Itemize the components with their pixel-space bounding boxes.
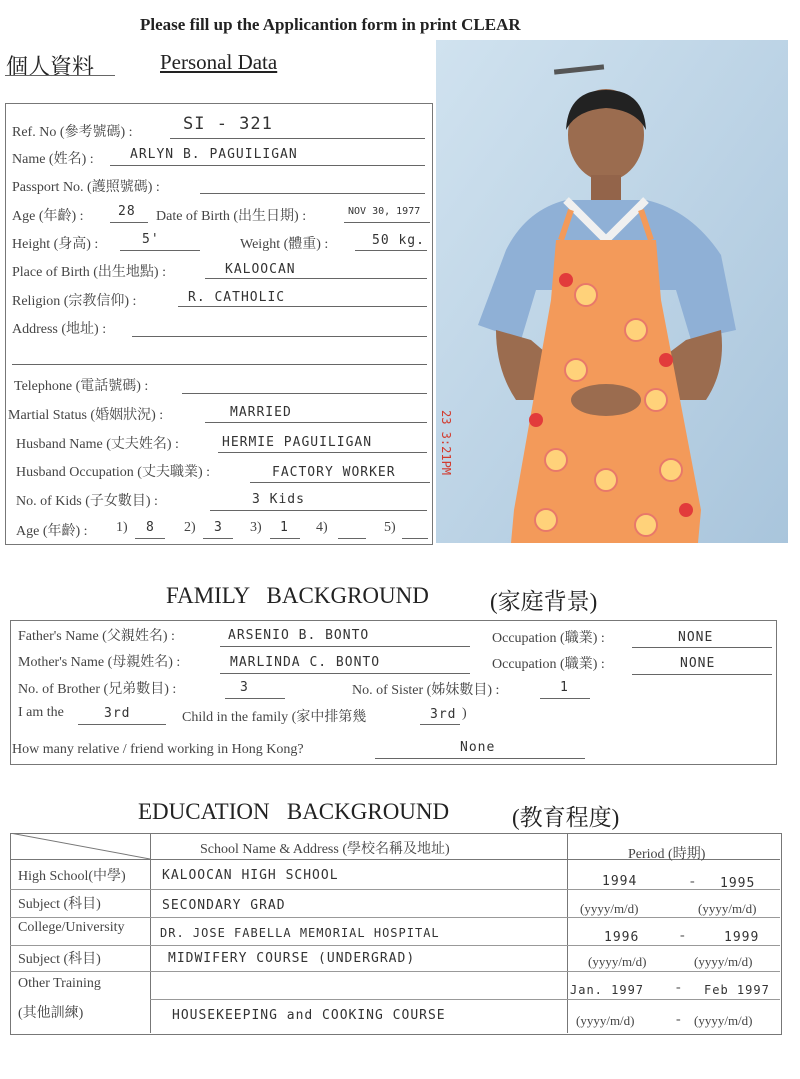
weight-line <box>355 250 427 251</box>
kids-age-label: Age (年齡) : <box>16 524 88 539</box>
edu-row-value: SECONDARY GRAD <box>162 898 286 913</box>
telephone-line <box>182 393 427 394</box>
edu-row-period-start: 1996 <box>604 930 640 945</box>
child-value: 3rd <box>430 707 457 722</box>
marital-label: Martial Status (婚姻狀況) : <box>8 408 164 423</box>
kids-age-2-num: 2) <box>184 520 196 535</box>
kids-label: No. of Kids (子女數目) : <box>16 494 158 509</box>
name-line <box>110 165 425 166</box>
other-training-label: Other Training <box>18 976 101 991</box>
father-line <box>220 646 470 647</box>
pob-line <box>205 278 427 279</box>
religion-value: R. CATHOLIC <box>188 290 286 305</box>
edu-row-value: KALOOCAN HIGH SCHOOL <box>162 868 339 883</box>
edu-rule-3 <box>10 917 780 918</box>
edu-row-label: High School(中學) <box>18 869 126 884</box>
edu-row-period-end: (yyyy/m/d) <box>694 954 753 969</box>
marital-line <box>205 422 427 423</box>
personal-title-en: Personal Data <box>160 50 278 74</box>
husband-label: Husband Name (丈夫姓名) : <box>16 437 179 452</box>
edu-row-period-start: (yyyy/m/d) <box>580 901 639 916</box>
edu-row-period-dash: - <box>690 874 695 889</box>
child-close: ) <box>462 706 467 721</box>
mother-label: Mother's Name (母親姓名) : <box>18 655 181 670</box>
kids-age-3-value: 1 <box>280 520 289 535</box>
edu-divider-left <box>150 833 151 1033</box>
other-training-dash: - <box>676 980 681 995</box>
edu-rule-5 <box>10 971 780 972</box>
family-title: FAMILY BACKGROUND <box>166 583 429 608</box>
edu-row-label: Subject (科目) <box>18 952 101 967</box>
edu-row-period-dash: - <box>680 928 685 943</box>
kids-age-1-value: 8 <box>146 520 155 535</box>
other-training-rule <box>150 999 780 1000</box>
brother-label: No. of Brother (兄弟數目) : <box>18 682 177 697</box>
edu-row-period-start: (yyyy/m/d) <box>588 954 647 969</box>
edu-row-period-end: 1999 <box>724 930 760 945</box>
personal-title-underline <box>5 75 115 76</box>
mother-occ-value: NONE <box>680 656 716 671</box>
mother-occ-label: Occupation (職業) : <box>492 657 605 672</box>
height-value: 5' <box>142 232 160 247</box>
dob-value: NOV 30, 1977 <box>348 206 421 217</box>
name-value: ARLYN B. PAGUILIGAN <box>130 147 298 162</box>
husband-occ-label: Husband Occupation (丈夫職業) : <box>16 465 211 480</box>
edu-divider-right <box>567 833 568 1033</box>
kids-age-1-num: 1) <box>116 520 128 535</box>
telephone-label: Telephone (電話號碼) : <box>14 379 149 394</box>
photo-date-stamp: 23 3:21PM <box>439 410 453 476</box>
form-title: Please fill up the Applicantion form in print CLEAR <box>140 15 521 34</box>
address-line-2 <box>12 364 427 365</box>
other-training-value: HOUSEKEEPING and COOKING COURSE <box>172 1008 446 1023</box>
passport-line <box>200 193 425 194</box>
other-training-format-start: (yyyy/m/d) <box>576 1013 635 1028</box>
husband-value: HERMIE PAGUILIGAN <box>222 435 373 450</box>
edu-row-label: Subject (科目) <box>18 897 101 912</box>
religion-label: Religion (宗教信仰) : <box>12 294 137 309</box>
applicant-photo-illustration <box>436 40 788 543</box>
pob-value: KALOOCAN <box>225 262 296 277</box>
father-value: ARSENIO B. BONTO <box>228 628 370 643</box>
edu-row-period-end: 1995 <box>720 876 756 891</box>
brother-value: 3 <box>240 680 249 695</box>
ref-line <box>170 138 425 139</box>
kids-age-3-line <box>270 538 300 539</box>
husband-line <box>218 452 427 453</box>
kids-age-4-line <box>338 538 366 539</box>
dob-line <box>344 222 430 223</box>
weight-value: 50 kg. <box>372 233 425 248</box>
mother-occ-line <box>632 674 772 675</box>
kids-age-4-num: 4) <box>316 520 328 535</box>
height-line <box>120 250 200 251</box>
address-label: Address (地址) : <box>12 322 107 337</box>
edu-row-value: DR. JOSE FABELLA MEMORIAL HOSPITAL <box>160 926 440 940</box>
name-label: Name (姓名) : <box>12 152 94 167</box>
sister-value: 1 <box>560 680 569 695</box>
edu-corner-diagonal <box>10 833 150 859</box>
iam-label: I am the <box>18 705 64 720</box>
father-occ-line <box>632 647 772 648</box>
weight-label: Weight (體重) : <box>240 237 329 252</box>
edu-col-period: Period (時期) <box>628 847 706 862</box>
edu-col-school: School Name & Address (學校名稱及地址) <box>200 842 450 857</box>
age-line <box>110 222 148 223</box>
child-label: Child in the family (家中排第幾 <box>182 710 367 725</box>
edu-row-label: College/University <box>18 920 125 935</box>
other-training-period-end: Feb 1997 <box>704 983 770 997</box>
family-title-cn: (家庭背景) <box>490 589 598 614</box>
father-occ-label: Occupation (職業) : <box>492 631 605 646</box>
child-line <box>420 724 460 725</box>
kids-age-3-num: 3) <box>250 520 262 535</box>
husband-occ-line <box>250 482 430 483</box>
edu-row-value: MIDWIFERY COURSE (UNDERGRAD) <box>168 951 416 966</box>
education-title: EDUCATION BACKGROUND <box>138 799 450 824</box>
iam-value: 3rd <box>104 706 131 721</box>
personal-title-cn: 個人資料 <box>6 54 95 79</box>
father-occ-value: NONE <box>678 630 714 645</box>
applicant-photo <box>436 40 788 543</box>
brother-line <box>225 698 285 699</box>
relative-label: How many relative / friend working in Hong Kong? <box>12 742 304 757</box>
other-training-period-start: Jan. 1997 <box>570 983 645 997</box>
education-title-cn: (教育程度) <box>512 805 620 830</box>
iam-line <box>78 724 166 725</box>
edu-row-period-end: (yyyy/m/d) <box>698 901 757 916</box>
religion-line <box>178 306 427 307</box>
address-line-1 <box>132 336 427 337</box>
other-training-label-cn: (其他訓練) <box>18 1006 84 1021</box>
ref-label: Ref. No (參考號碼) : <box>12 125 133 140</box>
kids-value: 3 Kids <box>252 492 305 507</box>
sister-label: No. of Sister (姊妹數目) : <box>352 683 500 698</box>
other-training-format-end: (yyyy/m/d) <box>694 1013 753 1028</box>
kids-line <box>210 510 427 511</box>
edu-rule-2 <box>10 889 780 890</box>
father-label: Father's Name (父親姓名) : <box>18 629 175 644</box>
mother-value: MARLINDA C. BONTO <box>230 655 381 670</box>
kids-age-5-num: 5) <box>384 520 396 535</box>
relative-value: None <box>460 740 496 755</box>
edu-row-period-start: 1994 <box>602 874 638 889</box>
age-value: 28 <box>118 204 136 219</box>
kids-age-1-line <box>135 538 165 539</box>
ref-value: SI - 321 <box>183 114 273 134</box>
mother-line <box>220 673 470 674</box>
sister-line <box>540 698 590 699</box>
dob-label: Date of Birth (出生日期) : <box>156 209 307 224</box>
kids-age-2-line <box>203 538 233 539</box>
pob-label: Place of Birth (出生地點) : <box>12 265 166 280</box>
relative-line <box>375 758 585 759</box>
kids-age-2-value: 3 <box>214 520 223 535</box>
edu-rule-4 <box>10 945 780 946</box>
marital-value: MARRIED <box>230 405 292 420</box>
husband-occ-value: FACTORY WORKER <box>272 465 396 480</box>
age-label: Age (年齡) : <box>12 209 84 224</box>
kids-age-5-line <box>402 538 428 539</box>
passport-label: Passport No. (護照號碼) : <box>12 180 160 195</box>
height-label: Height (身高) : <box>12 237 99 252</box>
other-training-format-dash: - <box>676 1012 681 1027</box>
